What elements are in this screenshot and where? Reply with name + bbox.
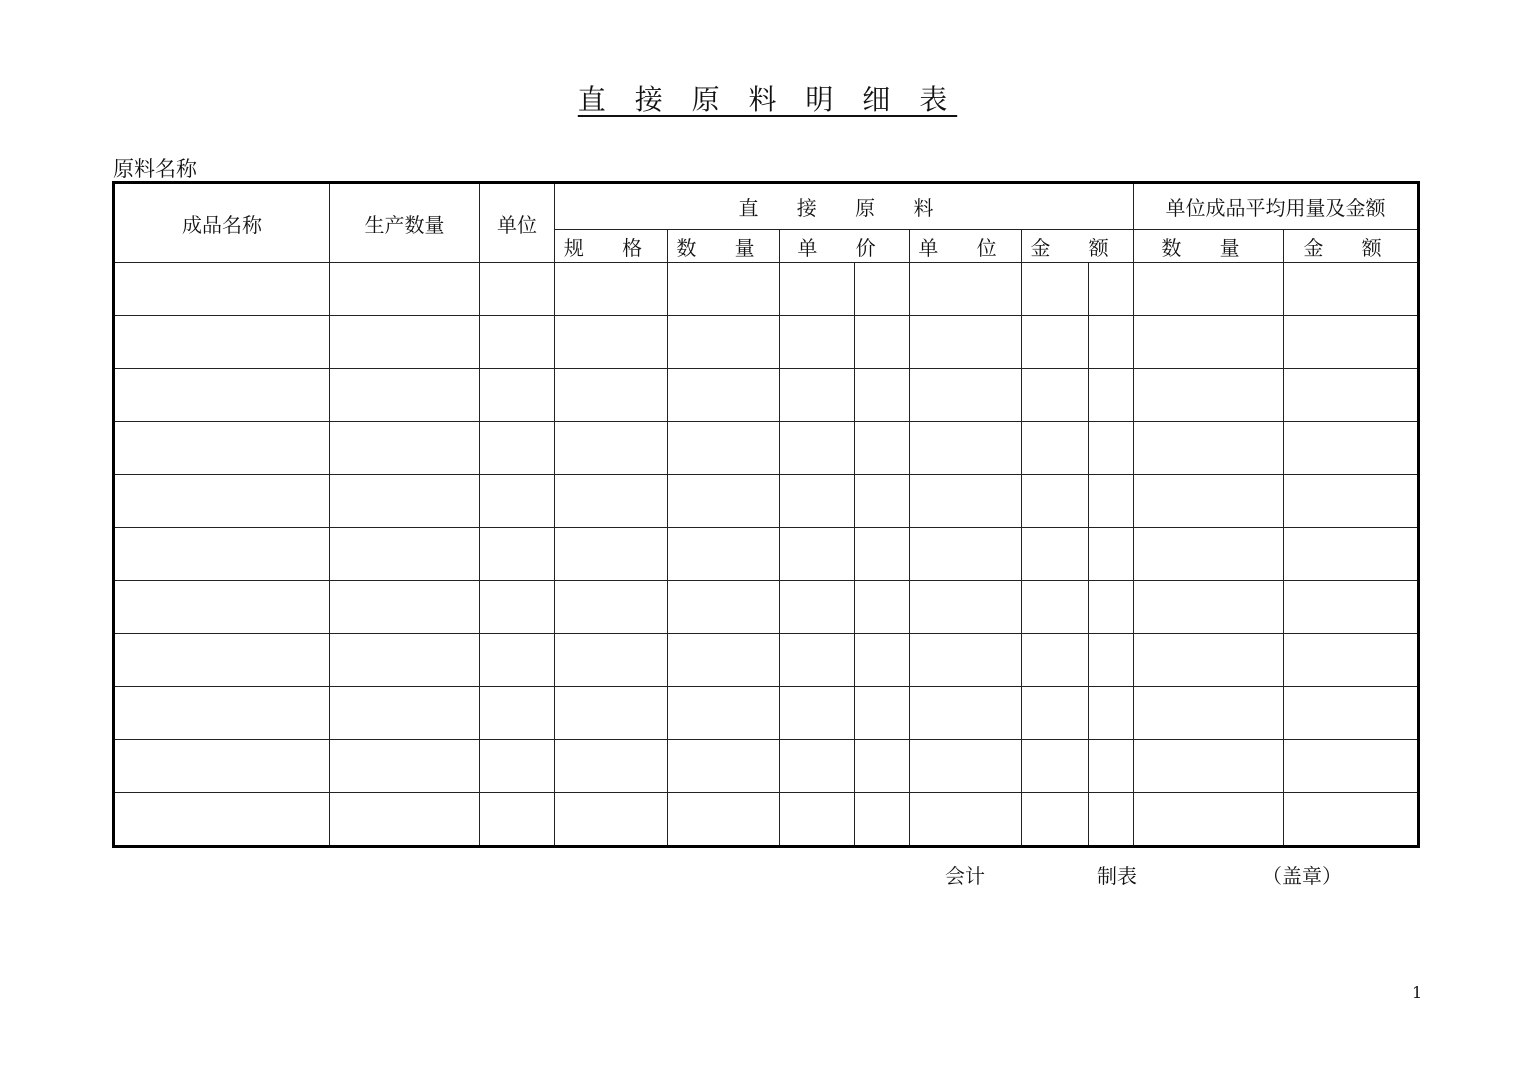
table-cell[interactable] — [910, 316, 1022, 369]
table-cell[interactable] — [114, 634, 330, 687]
table-cell[interactable] — [855, 793, 910, 847]
header-avg-quantity: 数 量 — [1134, 230, 1284, 263]
table-cell[interactable] — [330, 581, 480, 634]
table-cell[interactable] — [1134, 634, 1284, 687]
table-cell[interactable] — [668, 793, 780, 847]
table-cell[interactable] — [668, 687, 780, 740]
table-cell[interactable] — [480, 528, 555, 581]
material-name-label: 原料名称 — [113, 157, 197, 181]
table-cell[interactable] — [910, 687, 1022, 740]
footer-prepared-by: 制表 — [1097, 864, 1137, 888]
table-row — [114, 369, 1419, 422]
table-cell[interactable] — [780, 528, 855, 581]
page-number: 1 — [1412, 983, 1423, 1002]
table-cell[interactable] — [910, 581, 1022, 634]
table-cell[interactable] — [910, 475, 1022, 528]
table-cell[interactable] — [114, 793, 330, 847]
table-cell[interactable] — [1022, 793, 1089, 847]
table-cell[interactable] — [114, 740, 330, 793]
table-cell[interactable] — [1284, 263, 1419, 316]
table-cell[interactable] — [480, 687, 555, 740]
table-cell[interactable] — [1134, 528, 1284, 581]
table-row — [114, 422, 1419, 475]
table-cell[interactable] — [1089, 263, 1134, 316]
table-row — [114, 528, 1419, 581]
footer-accountant: 会计 — [945, 864, 985, 888]
table-cell[interactable] — [114, 316, 330, 369]
table-cell[interactable] — [1022, 369, 1089, 422]
table-cell[interactable] — [330, 740, 480, 793]
table-cell[interactable] — [480, 634, 555, 687]
table-cell[interactable] — [855, 528, 910, 581]
table-cell[interactable] — [855, 634, 910, 687]
header-product-name: 成品名称 — [114, 183, 330, 263]
table-row — [114, 475, 1419, 528]
table-cell[interactable] — [1284, 316, 1419, 369]
table-cell[interactable] — [555, 687, 668, 740]
table-cell[interactable] — [480, 581, 555, 634]
table-cell[interactable] — [480, 475, 555, 528]
table-cell[interactable] — [555, 422, 668, 475]
table-cell[interactable] — [780, 316, 855, 369]
table-cell[interactable] — [1134, 793, 1284, 847]
table-cell[interactable] — [855, 687, 910, 740]
table-cell[interactable] — [555, 369, 668, 422]
table-row — [114, 263, 1419, 316]
table-cell[interactable] — [910, 422, 1022, 475]
table-row — [114, 793, 1419, 847]
header-row-1 — [114, 183, 1419, 230]
table-cell[interactable] — [1022, 475, 1089, 528]
table-cell[interactable] — [555, 634, 668, 687]
table-cell[interactable] — [1134, 581, 1284, 634]
table-cell[interactable] — [668, 528, 780, 581]
table-cell[interactable] — [1284, 581, 1419, 634]
table-cell[interactable] — [855, 316, 910, 369]
header-unit: 单位 — [480, 183, 555, 263]
table-cell[interactable] — [330, 263, 480, 316]
table-cell[interactable] — [668, 369, 780, 422]
table-cell[interactable] — [910, 369, 1022, 422]
table-cell[interactable] — [780, 740, 855, 793]
table-row — [114, 316, 1419, 369]
header-avg-usage: 单位成品平均用量及金额 — [1134, 183, 1419, 230]
header-amount: 金 额 — [1022, 230, 1134, 263]
table-cell[interactable] — [668, 634, 780, 687]
table-cell[interactable] — [855, 369, 910, 422]
table-cell[interactable] — [780, 369, 855, 422]
table-cell[interactable] — [1134, 475, 1284, 528]
table-cell[interactable] — [555, 793, 668, 847]
table-cell[interactable] — [1284, 740, 1419, 793]
table-cell[interactable] — [114, 528, 330, 581]
table-row — [114, 687, 1419, 740]
table-body — [114, 263, 1419, 847]
table-cell[interactable] — [855, 740, 910, 793]
table-row — [114, 740, 1419, 793]
table-row — [114, 634, 1419, 687]
table-cell[interactable] — [114, 687, 330, 740]
table-cell[interactable] — [1284, 475, 1419, 528]
table-cell[interactable] — [1089, 528, 1134, 581]
table-cell[interactable] — [330, 687, 480, 740]
table-cell[interactable] — [1284, 793, 1419, 847]
table-cell[interactable] — [855, 263, 910, 316]
header-spec: 规 格 — [555, 230, 668, 263]
header-direct-material: 直 接 原 料 — [555, 183, 1134, 230]
header-production-qty: 生产数量 — [330, 183, 480, 263]
table-cell[interactable] — [555, 263, 668, 316]
table-cell[interactable] — [780, 422, 855, 475]
table-row — [114, 581, 1419, 634]
table-cell[interactable] — [114, 369, 330, 422]
table-cell[interactable] — [855, 475, 910, 528]
table-cell[interactable] — [855, 422, 910, 475]
table-cell[interactable] — [910, 740, 1022, 793]
table-cell[interactable] — [1022, 528, 1089, 581]
table-cell[interactable] — [480, 740, 555, 793]
table-cell[interactable] — [555, 475, 668, 528]
table-cell[interactable] — [480, 263, 555, 316]
table-cell[interactable] — [114, 475, 330, 528]
table-cell[interactable] — [1134, 369, 1284, 422]
table-cell[interactable] — [1089, 475, 1134, 528]
direct-material-table — [112, 181, 1420, 848]
table-cell[interactable] — [330, 475, 480, 528]
table-cell[interactable] — [1089, 687, 1134, 740]
table-cell[interactable] — [1022, 634, 1089, 687]
table-cell[interactable] — [555, 740, 668, 793]
table-cell[interactable] — [114, 263, 330, 316]
table-cell[interactable] — [1284, 369, 1419, 422]
table-cell[interactable] — [555, 581, 668, 634]
table-cell[interactable] — [1089, 793, 1134, 847]
table-cell[interactable] — [855, 581, 910, 634]
table-cell[interactable] — [330, 793, 480, 847]
table-cell[interactable] — [1134, 740, 1284, 793]
table-cell[interactable] — [114, 581, 330, 634]
table-cell[interactable] — [555, 316, 668, 369]
table-cell[interactable] — [910, 263, 1022, 316]
table-cell[interactable] — [780, 793, 855, 847]
table-cell[interactable] — [1134, 422, 1284, 475]
table-cell[interactable] — [1089, 369, 1134, 422]
table-cell[interactable] — [1022, 422, 1089, 475]
table-cell[interactable] — [910, 528, 1022, 581]
table-cell[interactable] — [330, 422, 480, 475]
table-cell[interactable] — [1022, 687, 1089, 740]
table-cell[interactable] — [780, 581, 855, 634]
header-quantity: 数 量 — [668, 230, 780, 263]
table-cell[interactable] — [1022, 740, 1089, 793]
table-cell[interactable] — [1022, 316, 1089, 369]
table-cell[interactable] — [480, 793, 555, 847]
table-cell[interactable] — [1022, 263, 1089, 316]
page-title: 直 接 原 料 明 细 表 — [577, 83, 958, 116]
table-cell[interactable] — [1284, 634, 1419, 687]
table-cell[interactable] — [480, 369, 555, 422]
header-material-unit: 单 位 — [910, 230, 1022, 263]
table-cell[interactable] — [330, 369, 480, 422]
table-cell[interactable] — [330, 634, 480, 687]
table-cell[interactable] — [1134, 316, 1284, 369]
table-cell[interactable] — [330, 316, 480, 369]
table-cell[interactable] — [114, 422, 330, 475]
table-cell[interactable] — [1284, 528, 1419, 581]
table-cell[interactable] — [668, 263, 780, 316]
table-cell[interactable] — [555, 528, 668, 581]
table-cell[interactable] — [668, 581, 780, 634]
table-cell[interactable] — [780, 475, 855, 528]
table-cell[interactable] — [780, 687, 855, 740]
table-cell[interactable] — [1089, 581, 1134, 634]
footer-seal: （盖章） — [1262, 864, 1342, 888]
table-cell[interactable] — [780, 634, 855, 687]
table-cell[interactable] — [480, 422, 555, 475]
table-cell[interactable] — [1134, 687, 1284, 740]
table-cell[interactable] — [1089, 740, 1134, 793]
table-cell[interactable] — [1284, 422, 1419, 475]
table-cell[interactable] — [1134, 263, 1284, 316]
table-cell[interactable] — [1022, 581, 1089, 634]
table-cell[interactable] — [480, 316, 555, 369]
table-cell[interactable] — [668, 316, 780, 369]
table-cell[interactable] — [1284, 687, 1419, 740]
table-cell[interactable] — [668, 422, 780, 475]
header-unit-price: 单 价 — [780, 230, 910, 263]
table-cell[interactable] — [330, 528, 480, 581]
table-cell[interactable] — [668, 740, 780, 793]
header-avg-amount: 金 额 — [1284, 230, 1419, 263]
table-cell[interactable] — [1089, 634, 1134, 687]
table-cell[interactable] — [1089, 316, 1134, 369]
table-cell[interactable] — [668, 475, 780, 528]
table-cell[interactable] — [910, 793, 1022, 847]
table-cell[interactable] — [1089, 422, 1134, 475]
table-cell[interactable] — [910, 634, 1022, 687]
table-cell[interactable] — [780, 263, 855, 316]
